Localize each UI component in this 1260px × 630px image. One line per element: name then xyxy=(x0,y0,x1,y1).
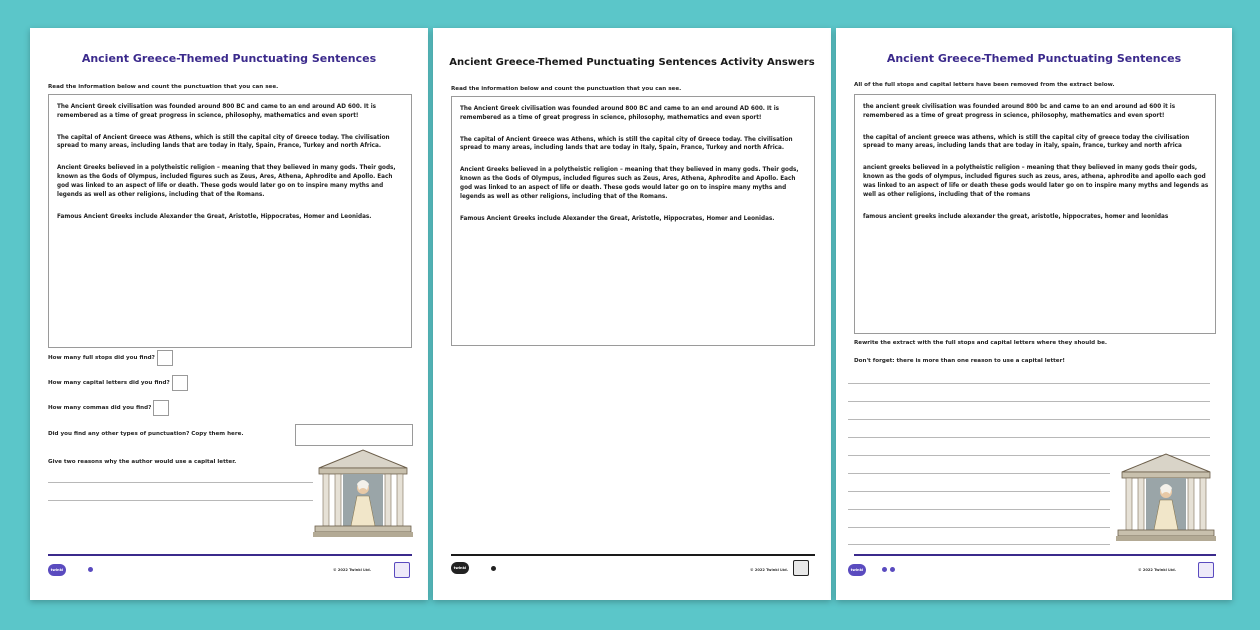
copyright: © 2022 Twinkl Ltd. xyxy=(333,568,372,572)
extract-paragraph: ancient greeks believed in a polytheistic religion – meaning that they believed in many gods their gods, known as the gods of olympus, included figures such as zeus, ares, athena, aphrodite and apollo each god was linked to an aspect of life or death these gods would later go on to inspire many myths and legends as well as other religions, including that of the romans xyxy=(863,165,1209,198)
capital-letter-hint: Don't forget: there is more than one reason to use a capital letter! xyxy=(854,358,1065,364)
twinkl-logo: twinkl xyxy=(48,564,66,576)
writing-line[interactable] xyxy=(848,383,1210,384)
commas-answer-box[interactable] xyxy=(153,400,169,416)
question-other-punctuation xyxy=(48,431,244,437)
footer-rule xyxy=(451,554,815,556)
extract-paragraph: famous ancient greeks include alexander the great, aristotle, hippocrates, homer and leonidas xyxy=(863,213,1169,220)
twinkl-logo: twinkl xyxy=(451,562,469,574)
extract-box xyxy=(451,96,815,346)
capital-letters-answer-box[interactable] xyxy=(172,375,188,391)
question-text: How many full stops did you find? xyxy=(48,355,155,361)
extract-box xyxy=(854,94,1216,334)
extract-paragraph: The capital of Ancient Greece was Athens, which is still the capital city of Greece today. The civilisation spread to many areas, including lands that are today in Italy, Spain, France, Turkey and north Africa. xyxy=(460,136,793,152)
question-commas xyxy=(48,400,169,416)
question-capital-letters xyxy=(48,375,188,391)
full-stops-answer-box[interactable] xyxy=(157,350,173,366)
instruction: Read the information below and count the punctuation that you can see. xyxy=(48,84,279,90)
other-punctuation-answer-box[interactable] xyxy=(295,424,413,446)
question-text: Did you find any other types of punctuation? Copy them here. xyxy=(48,431,244,437)
question-capital-reasons xyxy=(48,459,236,465)
parthenon-illustration xyxy=(1116,450,1216,542)
extract-paragraph: Famous Ancient Greeks include Alexander the Great, Aristotle, Hippocrates, Homer and Leonidas. xyxy=(57,213,372,220)
worksheet-page-2 xyxy=(433,28,831,600)
page-title: Ancient Greece-Themed Punctuating Sentences xyxy=(81,52,377,65)
extract-paragraph: The Ancient Greek civilisation was founded around 800 BC and came to an end around AD 600. It is remembered as a time of great progress in science, philosophy, mathematics and even sport! xyxy=(57,104,377,119)
copyright: © 2022 Twinkl Ltd. xyxy=(750,568,789,572)
quality-badge-icon xyxy=(1198,562,1214,578)
extract-box xyxy=(48,94,412,348)
extract-paragraph: The capital of Ancient Greece was Athens, which is still the capital city of Greece today. The civilisation spread to many areas, including lands that are today in Italy, Spain, France, Turkey and north Africa. xyxy=(57,134,390,150)
writing-line[interactable] xyxy=(48,500,313,501)
twinkl-logo: twinkl xyxy=(848,564,866,576)
quality-badge-icon xyxy=(394,562,410,578)
extract-paragraph: The Ancient Greek civilisation was founded around 800 BC and came to an end around AD 600. It is remembered as a time of great progress in science, philosophy, mathematics and even sport! xyxy=(460,106,780,121)
extract-paragraph: Ancient Greeks believed in a polytheistic religion – meaning that they believed in many gods. Their gods, known as the Gods of Olympus, included figures such as Zeus, Ares, Athena, Aphrodite and Apollo. Each god was linked to an aspect of life or death. These gods would later go on to inspire many myths and legends as well as other religions, including that of the Romans. xyxy=(57,165,396,198)
writing-line[interactable] xyxy=(848,437,1210,438)
writing-line[interactable] xyxy=(848,544,1110,545)
writing-line[interactable] xyxy=(848,509,1110,510)
question-text: How many commas did you find? xyxy=(48,405,152,411)
worksheet-page-1 xyxy=(30,28,428,600)
worksheet-page-3 xyxy=(836,28,1232,600)
footer-rule xyxy=(854,554,1216,556)
question-full-stops xyxy=(48,350,173,366)
writing-line[interactable] xyxy=(48,482,313,483)
page-title: Ancient Greece-Themed Punctuating Sentences xyxy=(886,52,1182,65)
writing-line[interactable] xyxy=(848,527,1110,528)
extract-paragraph: the ancient greek civilisation was founded around 800 bc and came to an end around ad 600 it is remembered as a time of great progress in science, philosophy, mathematics and even sport! xyxy=(863,104,1176,119)
writing-line[interactable] xyxy=(848,473,1110,474)
writing-line[interactable] xyxy=(848,419,1210,420)
page-marker-icon xyxy=(890,567,895,572)
instruction: All of the full stops and capital letters have been removed from the extract below. xyxy=(854,82,1115,88)
footer-rule xyxy=(48,554,412,556)
question-text: How many capital letters did you find? xyxy=(48,380,170,386)
parthenon-illustration xyxy=(313,446,413,538)
copyright: © 2022 Twinkl Ltd. xyxy=(1138,568,1177,572)
writing-line[interactable] xyxy=(848,491,1110,492)
page-marker-icon xyxy=(88,567,93,572)
quality-badge-icon xyxy=(793,560,809,576)
extract-paragraph: the capital of ancient greece was athens, which is still the capital city of greece today the civilisation spread to many areas, including lands that are today in italy, spain, france, turkey and north africa xyxy=(863,134,1190,150)
extract-paragraph: Famous Ancient Greeks include Alexander the Great, Aristotle, Hippocrates, Homer and Leonidas. xyxy=(460,215,775,222)
page-marker-icon xyxy=(882,567,887,572)
question-text: Give two reasons why the author would use a capital letter. xyxy=(48,459,237,465)
rewrite-instruction: Rewrite the extract with the full stops and capital letters where they should be. xyxy=(854,340,1108,346)
instruction: Read the information below and count the punctuation that you can see. xyxy=(451,86,682,92)
page-title: Ancient Greece-Themed Punctuating Sentences Activity Answers xyxy=(449,57,815,68)
page-marker-icon xyxy=(491,566,496,571)
extract-paragraph: Ancient Greeks believed in a polytheistic religion – meaning that they believed in many gods. Their gods, known as the Gods of Olympus, included figures such as Zeus, Ares, Athena, Aphrodite and Apollo. Each god was linked to an aspect of life or death. These gods would later go on to inspire many myths and legends as well as other religions, including that of the Romans. xyxy=(460,167,799,200)
writing-line[interactable] xyxy=(848,401,1210,402)
